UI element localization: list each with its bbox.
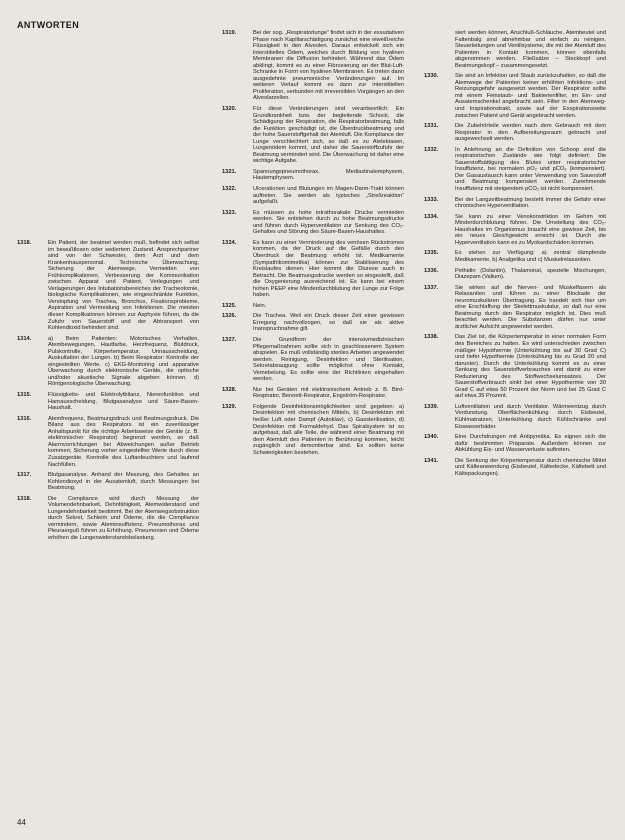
answer-text: Blutgasanalyse. Anhand der Messung, des Gehaltes an Kohlendioxyd in der Ausatemluft, durch Messungen bei Beatmung. [48,472,199,492]
answer-text: siert werden können, Anschluß-Schläuche, Atembeutel und Faltenbalg sind abnehmbar und einfach zu reinigen. Steuerleitungen und Ventilsysteme, die mit der Atemluft des Patienten in Kontakt kommen, können ebenfalls abgenommen werden. Fließsätze – Steckkopf und Beatmungskopf – zusammengesetzt. [455,30,606,69]
answer-entry [222,186,404,206]
answer-text: Pethidin (Dolantin), Thalamonal, spezielle Mischungen, Diazepam (Valium). [455,267,606,281]
answer-text: Spannungspneumothorax, Mediastinalemphysem, Hautemphysem. [253,168,404,182]
answer-number: 1332. [424,146,439,153]
answer-text: Ulcerationen und Blutungen im Magen-Darm-Trakt können auftreten. Sie werden als typisches „Streßreaktion“ aufgefaßt. [253,186,404,206]
answer-number: 1341. [424,457,439,464]
answer-text: Nein. [253,302,267,309]
answer-entry [17,496,199,542]
answer-number: 1318. [17,495,32,502]
answer-text: Die Compliance wird durch Messung der Volumendehnbarkeit, Dehnfähigkeit, Atemwiderstand und Lungendehnbarkeit bestimmt. Bei der Atemwegsobstruktion durch Sekret, Schleim und Ödeme, die die Compliance vermindern, sowie Ateminsuffizienz, Pneumothorax und Pleuraerguß führen zu Erhöhung. Pneumonien und Ödeme erhöhen die Lungenwiderstandsbelastung. [48,495,199,541]
answer-entry [424,73,606,119]
answer-number: 1329. [222,403,237,410]
answer-number: 1336. [424,267,439,274]
answer-text: Luftventilation und durch Ventilator. Wärmeentzug durch Verdunstung. Oberflächenkühlung durch Eisbeutel, Kühlmatratzen, Unterkühlung durch Kühlschränke und Eiswasserbäder. [455,403,606,430]
answer-entry [222,404,404,456]
answer-number: 1318. [17,240,32,246]
answer-entry [222,240,404,299]
answers-column-right [424,30,606,481]
answer-entry [424,458,606,478]
answer-entry [222,303,404,310]
answer-number: 1325. [222,302,237,309]
answer-number: 1338. [424,334,439,341]
answer-entry [17,240,199,332]
answer-entry [222,313,404,333]
answer-entry [17,392,199,412]
answer-number: 1324. [222,239,237,246]
answer-number: 1337. [424,284,439,291]
answer-entry [17,472,199,492]
answer-number: 1317. [17,472,32,479]
answer-text: Bei der sog. „Respiratorlunge“ findet sich in der exsudativen Phase nach Kapillarschädigung zunächst eine eiweißreiche Flüssigkeit in den Alveolen. Daraus entwickelt sich ein interstitielles Ödem, welches durch Bildung von hyalinen Membranen die Diffusion behindert. Während das Ödem abklingt, kommt es zu einer Fibrosierung an der Blut-Luft-Schranke in Form von hyalinen Membranen. Es treten dann ausgedehnte pneumonische Veränderungen auf. Im weiteren Verlauf kommt es dann zur interstitiellen Proliferation, verbunden mit irreversiblen Vorgängen an den Alveolarzellen. [253,30,404,102]
answer-text: Für diese Veränderungen sind verantwortlich: Ein Grundkrankheit bzw. der begleitende Schock, die Schädigung der Respiration, die Respiratorbeatmung, falls die Funktion geschädigt ist, die Überdruckbeatmung und der hohe Sauerstoffgehalt der Atemluft. Die Kompliance der Lunge verschlechtert sich, so daß es zu Atelektasen, Lungenödem kommt, und daher die Sauerstoffzufuhr der Beatmung vermindert wird. Die Überwachung ist daher eine wichtige Aufgabe. [253,106,404,165]
answer-number: 1333. [424,196,439,203]
answer-entry [424,268,606,281]
answer-entry [17,336,199,388]
answer-entry [17,416,199,468]
answer-text: Bei der Langzeitbeatmung besteht immer die Gefahr einer chronischen Hyperventilation. [455,196,606,210]
answer-entry [424,334,606,399]
answer-entry [222,337,404,383]
answer-text: Sie kann zu einer Venokonstriktion im Gehirn mit Minderdurchblutung führen. Die Umstellung des CO₂-Haushaltes im Organismus braucht eine gewisse Zeit, bis ein neues Gleichgewicht erreicht ist. Durch die Hyperventilation kann es zu Myokardschäden kommen. [455,213,606,246]
answer-text: Das Ziel ist, die Körpertemperatur in einer normalen Form des Bereiches zu halten. Es wird unterschieden zwischen mäßiger Hypothermie (Unterkühlung bis auf 30 Grad C) und tiefer Hypothermie (Unterkühlung bis zu Grad 20 und darunter). Durch die Unterkühlung kommt es zu einer Senkung des Sauerstoffverbrauches und damit zu einer Reduzierung des Stoffwechselumsatzes. Der Sauerstoffverbrauch sinkt bei einer Hypothermie von 30 Grad C auf etwa 50 Prozent der Norm und bei 25 Grad C auf etwa 35 Prozent. [455,334,606,400]
page-heading: ANTWORTEN [17,20,80,30]
answer-number: 1334. [424,213,439,220]
page-number: 44 [17,818,26,827]
answers-column-middle [222,30,404,460]
answer-text: In Anlehnung an die Definition von Schoop sind die respiratorischen Zustände wie folgt definiert: Die Sauerstoffsättigung des Blutes unter respiratorischer Insuffizienz, bei normalem pO₂ und pCO₂ (kompensiert). Der Gasaustausch kann unter Verwendung von Sauerstoff und Beatmung kompensiert werden. Zunehmende Insuffizienz mit steigendem pCO₂ ist nicht kompensiert. [455,146,606,193]
answer-number: 1340. [424,434,439,441]
answer-number: 1322. [222,186,237,193]
answer-number: 1315. [17,392,32,399]
answer-entry [222,387,404,400]
answer-number: 1331. [424,123,439,130]
answer-number: 1320. [222,106,237,113]
answer-number: 1323. [222,209,237,216]
answers-column-left [17,240,199,546]
answer-text: Es müssen zu hohe intrathorakale Drucke vermieden werden. Sie entstehen durch zu hohe Beatmungsdrucke und führen durch Hyperventilation zur Senkung des CO₂-Gehaltes und Störung des Säure-Basen-Haushaltes. [253,209,404,236]
answer-number [424,30,450,69]
answer-number: 1327. [222,336,237,343]
answer-entry [222,30,404,102]
answer-entry [424,250,606,263]
answer-text: Es kann zu einer Verminderung des venösen Rückstromes kommen, da der Druck auf die Gefäße durch den Überdruck der Beatmung erhöht ist. Medikamente (Sympathikomimetika) können zur Stabilisierung des Kreislaufes dienen. Hier kommt die Diurese auch in Betracht. Die Beatmungsdrucke werden so eingestellt, daß die Oxygenierung ausreichend ist. Es kann bei einem hohen PEEP eine Minderdurchblutung der Lunge zur Folge haben. [253,239,404,299]
answer-text: Sie sind an Infektion und Staub zurückzuhalten, so daß die Atemwege der Patienten keiner erhöhten Infektions- und Reizungsgefahr ausgesetzt werden. Der Respirator sollte mit einem Feinstaub- und Bakterienfilter, im Ein- und Ausatemschenkel angebracht sein. Filter in den Atemweg- und Inspirationstrakt, sowie auf der Exspirationsseite zwischen Patient und Gerät angebracht werden. [455,73,606,119]
answer-text: Die Senkung der Körpertemperatur durch chemische Mittel und Kälteanwendung (Eisbeutel, Kältedecke, Kältebett und Kältepackungen). [455,457,606,477]
answer-text: Flüssigkeits- und Elektrolytbilanz, Nierenfunktion und Harnausscheidung, Blutgasanalyse und Säure-Basen-Haushalt. [48,392,199,412]
answer-number: 1321. [222,168,237,175]
answer-text: Die Trachea. Weil ein Druck dieser Zeit einer gewissen Erregung nachvollzogen, so daß sie als aktive Inanspruchnahme gilt. [253,313,404,333]
answer-number: 1314. [17,335,32,342]
answer-number: 1316. [17,415,32,422]
answer-text: Ein Patient, der beatmet werden muß, befindet sich selbst im bewußtlosen oder sediertem Zustand. Ansprechpartner sind von der Schwester, dem Arzt und dem Krankenhauspersonal. Technische Überwachung, Sicherung der Atemwege, Vermeiden von Frühkomplikationen, Verbesserung der Kommunikation zwischen Apparat und Patient, Verlegungen und Verlagerungen des Intubationsbereiches der Tracheotomie, biologische Komplikationen, wie eingeschränkte Funktion, Verstopfung von Trachea, Bronchus, Fixationsprobleme, Aspiration und Vermeidung von Infektionen. Die meisten dieser Komplikationen können zur Asphyxie führen, da die Zufuhr von Sauerstoff und der Abtransport von Kohlendioxid behindert sind. [48,240,199,332]
answer-text: Sie wirken auf die Nerven- und Muskelfasern als Relaxantien und führen zu einer Blockade der neuromuskulären Übertragung. Es handelt sich hier um eine Erschlaffung der Skelettmuskulatur, so daß nur eine Beatmung durch den Respirator möglich ist. Dies muß beachtet werden. Die Substanzen dürfen nur unter ärztlicher Aufsicht angewendet werden. [455,284,606,330]
answer-text: Die Zubehörteile werden nach dem Gebrauch mit dem Respirator in den Aufbereitungsraum gebracht und ausgewechselt werden. [455,123,606,143]
answer-text: a) Beim Patienten: Motorisches Verhalten, Atembewegungen, Hautfarbe, Herzfrequenz, Blutdruck, Pulskontrolle, Körpertemperatur, Urinausscheidung, Auskultation der Lungen. b) Beim Respirator: Kontrolle der eingestellten Werte. c) EKG-Monitoring und apparative Überwachung durch elektronische Geräte, die optische und/oder akustische Signale abgeben können. d) Röntgenologische Überwachung. [48,335,199,388]
answer-entry [222,210,404,236]
answer-text: Die Grundform der intensivmedizinischen Pflegemaßnahmen sollte sich in geschlossenem System abspielen. Es muß vollständig steriles Arbeiten angewendet werden. Reinigung, Desinfektion und Sterilisation, Sekretabsaugung sollte möglichst ohne Kontakt, Vernebelung. Es sollte eine der Richtlinien eingehalten werden. [253,336,404,383]
answer-number: 1326. [222,313,237,320]
answer-text: Es stehen zur Verfügung: a) zentral dämpfende Medikamente, b) Analgetika und c) Muskelrelaxantien. [455,250,606,263]
answer-text: Folgende Desinfektionsmöglichkeiten sind gegeben: a) Desinfektion mit chemischen Mitteln, b) Desinfektion mit heißer Luft oder Dampf (Autoklav), c) Gassterilisation, d) Desinfektion mit Formaldehyd. Das Spiralsystem ist so aufgebaut, daß alle Teile, die während einer Beatmung mit dem Atemluft des Patienten in Berührung kommen, leicht zugänglich und demontierbar sind. Es sollten keine Schwierigkeiten bestehen. [253,403,404,456]
answer-entry [424,197,606,210]
answer-entry [424,30,606,69]
answer-text: Atemfrequenz, Beatmungsdruck und Beatmungsdruck. Die Bilanz aus des Respirators ist ein zuverlässiger Anhaltspunkt für die richtige Arbeitsweise der Geräte (z. B. elektronischer Respirator) begrenzt werden, so daß Alarmvorrichtungen bei Abweichungen außer Betrieb kommen; Sicherung vorher eingestellter Werte durch diese Zusatzgeräte. Kontrolle des Luftanfeuchters und laufend Nachfüllen. [48,415,199,468]
answer-number: 1319. [222,30,237,36]
answer-text: Nur bei Geräten mit elektronischem Antrieb z. B. Bird-Respirator, Bennett-Respirator, Engström-Respirator. [253,386,404,400]
answer-number: 1339. [424,403,439,410]
answer-text: Eine Durchdrungen mit Antipyretika. Es eignen sich die dafür bestimmten Präparate. Außerdem können zur Abkühlung Eis- und Wasserverluste auftreten. [455,434,606,454]
answer-number: 1335. [424,250,439,257]
answer-entry [222,169,404,182]
answer-entry [424,147,606,193]
answer-entry [424,434,606,454]
answer-entry [222,106,404,165]
answer-number: 1328. [222,386,237,393]
answer-number: 1330. [424,73,439,80]
answer-entry [424,404,606,430]
answer-entry [424,285,606,331]
answer-entry [424,123,606,143]
answer-entry [424,214,606,247]
